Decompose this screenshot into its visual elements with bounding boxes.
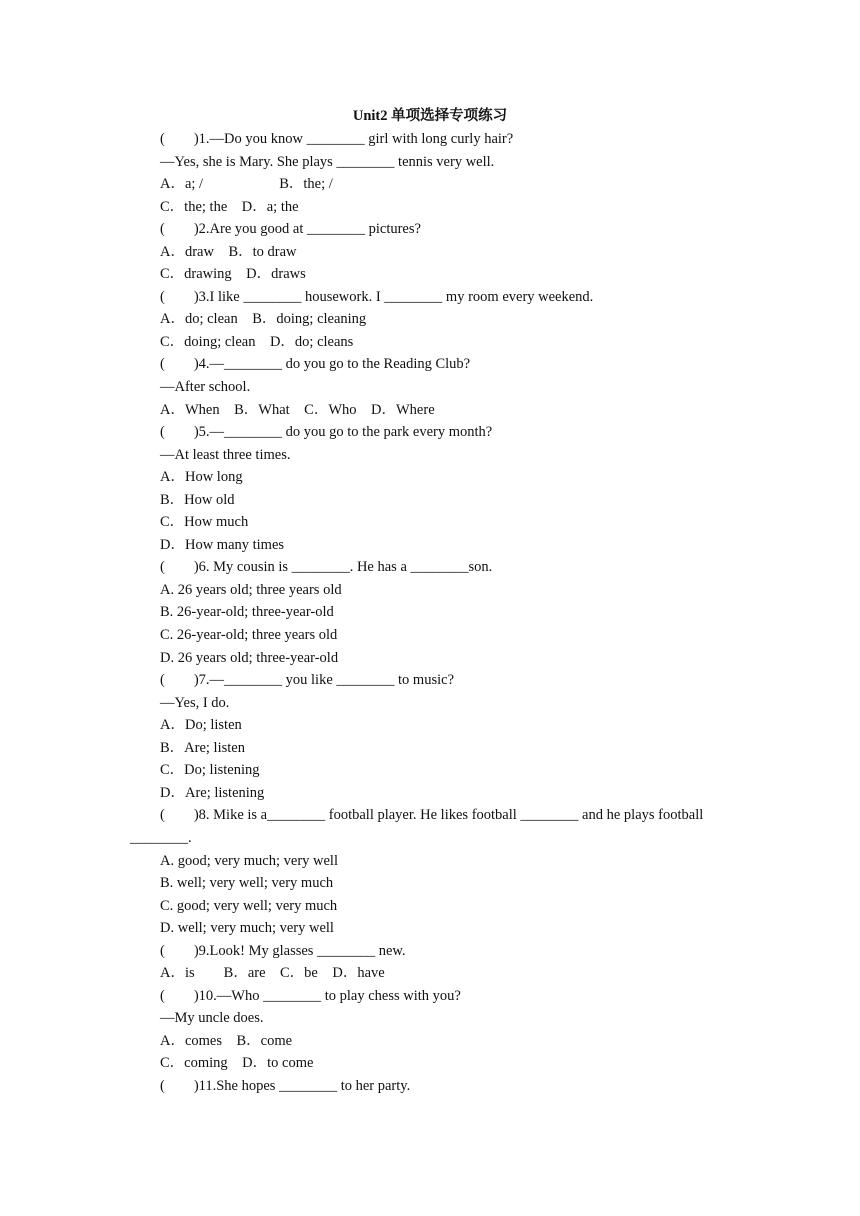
question-2-options-ab: A．draw B．to draw xyxy=(160,243,297,260)
question-9-options: A．is B．are C．be D．have xyxy=(160,965,385,982)
question-5-option-a: A．How long xyxy=(160,469,243,486)
question-7-dialogue: —Yes, I do. xyxy=(160,694,230,711)
question-2-options-cd: C．drawing D．draws xyxy=(160,266,306,283)
question-3-options-ab: A．do; clean B．doing; cleaning xyxy=(160,311,367,328)
question-7-option-d: D．Are; listening xyxy=(160,784,265,801)
question-7-stem: ( )7.—________ you like ________ to music? xyxy=(160,672,455,689)
question-7-option-b: B．Are; listen xyxy=(160,739,245,756)
question-10-options-cd: C．coming D．to come xyxy=(160,1055,314,1072)
question-10-options-ab: A．comes B．come xyxy=(160,1032,293,1049)
question-5-option-d: D．How many times xyxy=(160,536,285,553)
question-6-option-b: B. 26-year-old; three-year-old xyxy=(160,604,334,621)
question-4-stem: ( )4.—________ do you go to the Reading Club? xyxy=(160,356,471,373)
question-5-option-b: B．How old xyxy=(160,491,235,508)
question-3-stem: ( )3.I like ________ housework. I ________ my room every weekend. xyxy=(160,288,594,305)
question-6-option-c: C. 26-year-old; three years old xyxy=(160,627,338,644)
question-8-option-a: A. good; very much; very well xyxy=(160,852,338,869)
question-8-option-d: D. well; very much; very well xyxy=(160,920,334,937)
question-4-dialogue: —After school. xyxy=(160,379,251,396)
question-4-options: A．When B．What C．Who D．Where xyxy=(160,401,435,418)
question-5-stem: ( )5.—________ do you go to the park every month? xyxy=(160,424,493,441)
question-5-dialogue: —At least three times. xyxy=(160,446,291,463)
question-8-option-b: B. well; very well; very much xyxy=(160,875,334,892)
question-list xyxy=(0,128,860,1098)
question-6-option-a: A. 26 years old; three years old xyxy=(160,581,342,598)
question-6-stem: ( )6. My cousin is ________. He has a ________son. xyxy=(160,559,493,576)
question-8-stem: ( )8. Mike is a________ football player. He likes football ________ and he plays football xyxy=(160,807,704,824)
question-1-dialogue: —Yes, she is Mary. She plays ________ tennis very well. xyxy=(160,153,495,170)
question-8-stem-continued: ________. xyxy=(130,829,192,846)
question-5-option-c: C．How much xyxy=(160,514,249,531)
question-8-option-c: C. good; very well; very much xyxy=(160,897,338,914)
question-10-dialogue: —My uncle does. xyxy=(160,1010,264,1027)
question-1-options-ab: A．a; / B．the; / xyxy=(160,176,333,193)
page-title: Unit2 单项选择专项练习 xyxy=(352,108,508,124)
question-9-stem: ( )9.Look! My glasses ________ new. xyxy=(160,942,406,959)
question-7-option-a: A．Do; listen xyxy=(160,717,242,734)
question-6-option-d: D. 26 years old; three-year-old xyxy=(160,649,339,666)
question-1-options-cd: C．the; the D．a; the xyxy=(160,198,299,215)
question-7-option-c: C．Do; listening xyxy=(160,762,260,779)
question-10-stem: ( )10.—Who ________ to play chess with you? xyxy=(160,987,461,1004)
question-3-options-cd: C．doing; clean D．do; cleans xyxy=(160,333,354,350)
question-11-stem: ( )11.She hopes ________ to her party. xyxy=(160,1077,411,1094)
question-1-stem: ( )1.—Do you know ________ girl with long curly hair? xyxy=(160,131,514,147)
question-2-stem: ( )2.Are you good at ________ pictures? xyxy=(160,221,421,238)
